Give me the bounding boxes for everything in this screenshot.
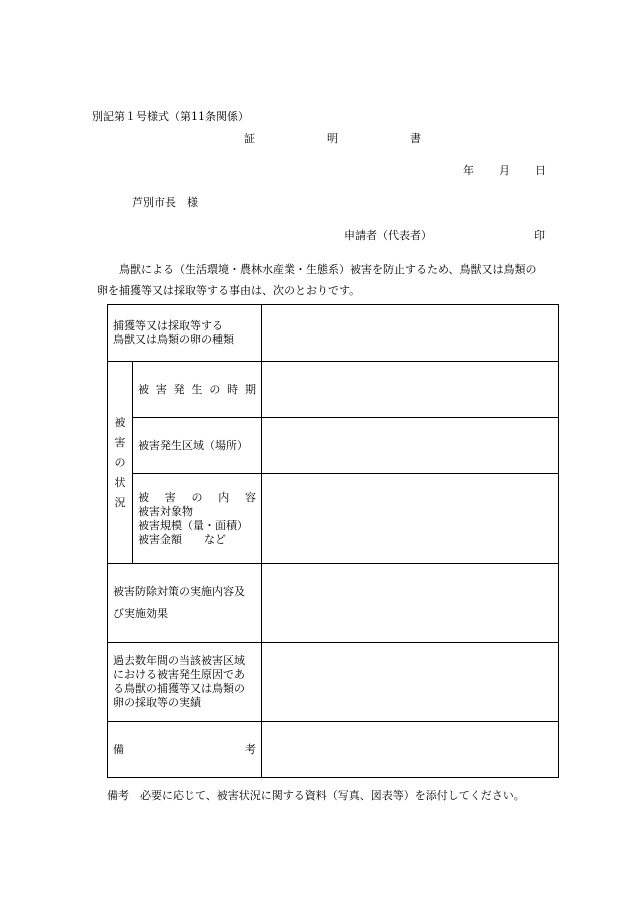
label-char: の	[191, 490, 203, 504]
certificate-table	[107, 304, 559, 778]
side-char: 被	[114, 415, 126, 429]
label-char: 考	[245, 742, 256, 756]
damage-status-side-label	[108, 362, 133, 564]
label-char: 容	[245, 490, 256, 504]
measures-label	[108, 564, 262, 643]
table-row	[108, 474, 559, 564]
applicant-label: 申請者（代表者）	[344, 229, 432, 242]
label-char: 害	[155, 382, 167, 396]
damage-content-label	[133, 474, 262, 564]
date-day: 日	[535, 164, 546, 177]
label-char: の	[209, 382, 221, 396]
date-line	[0, 164, 630, 178]
intro-line: 卵を捕獲等又は採取等する事由は、次のとおりです。	[97, 284, 361, 297]
label-char: 備	[113, 742, 124, 756]
species-label-line: 捕獲等又は採取等する	[113, 319, 223, 332]
date-year: 年	[463, 164, 474, 177]
past-label-line: る鳥獣の捕獲等又は鳥類の	[113, 682, 245, 695]
damage-time-value[interactable]	[262, 362, 559, 418]
table-row	[108, 418, 559, 474]
species-value[interactable]	[262, 305, 559, 362]
past-label-line: 過去数年間の当該被害区域	[113, 654, 245, 667]
seal-mark: 印	[534, 229, 545, 242]
side-char: 害	[114, 435, 126, 449]
title-char: 書	[410, 132, 421, 145]
intro-line: 鳥獣による（生活環境・農林水産業・生態系）被害を防止するため、鳥獣又は鳥類の	[119, 263, 537, 276]
side-char: 況	[114, 495, 126, 509]
intro-paragraph	[97, 259, 567, 301]
label-char: 被	[138, 490, 149, 504]
label-char: 時	[227, 382, 239, 396]
label-char: 発	[173, 382, 185, 396]
side-char: の	[114, 455, 126, 469]
side-char: 状	[114, 475, 126, 489]
label-char: 内	[218, 490, 230, 504]
damage-content-line: 被害金額 など	[138, 532, 226, 546]
damage-time-label	[133, 362, 262, 418]
damage-area-label: 被害発生区域（場所）	[133, 418, 262, 474]
past-label-line: における被害発生原因であ	[113, 668, 245, 681]
damage-content-line: 被害対象物	[138, 504, 193, 518]
table-row	[108, 722, 559, 778]
label-char: 期	[244, 382, 256, 396]
form-number-label: 別記第１号様式（第11条関係）	[92, 110, 249, 123]
damage-content-line: 被害規模（量・面積）	[138, 518, 248, 532]
document-title	[0, 132, 630, 146]
table-row	[108, 643, 559, 722]
addressee: 芦別市長 様	[132, 196, 198, 209]
title-char: 明	[327, 132, 338, 145]
damage-area-value[interactable]	[262, 418, 559, 474]
measures-value[interactable]	[262, 564, 559, 643]
past-label-line: 卵の採取等の実績	[113, 696, 201, 709]
species-label	[108, 305, 262, 362]
table-row	[108, 305, 559, 362]
label-char: 被	[138, 382, 149, 396]
past-results-value[interactable]	[262, 643, 559, 722]
measures-label-line: び実施効果	[113, 607, 168, 620]
label-char: 生	[191, 382, 203, 396]
measures-label-line: 被害防除対策の実施内容及	[113, 585, 245, 598]
label-char: 害	[164, 490, 176, 504]
past-results-label	[108, 643, 262, 722]
remarks-value[interactable]	[262, 722, 559, 778]
remarks-label	[108, 722, 262, 778]
species-label-line: 鳥獣又は鳥類の卵の種類	[113, 333, 234, 346]
table-row	[108, 564, 559, 643]
footnote: 備考 必要に応じて、被害状況に関する資料（写真、図表等）を添付してください。	[107, 789, 525, 802]
title-char: 証	[244, 132, 255, 145]
damage-content-value[interactable]	[262, 474, 559, 564]
table-row	[108, 362, 559, 418]
date-month: 月	[499, 164, 510, 177]
